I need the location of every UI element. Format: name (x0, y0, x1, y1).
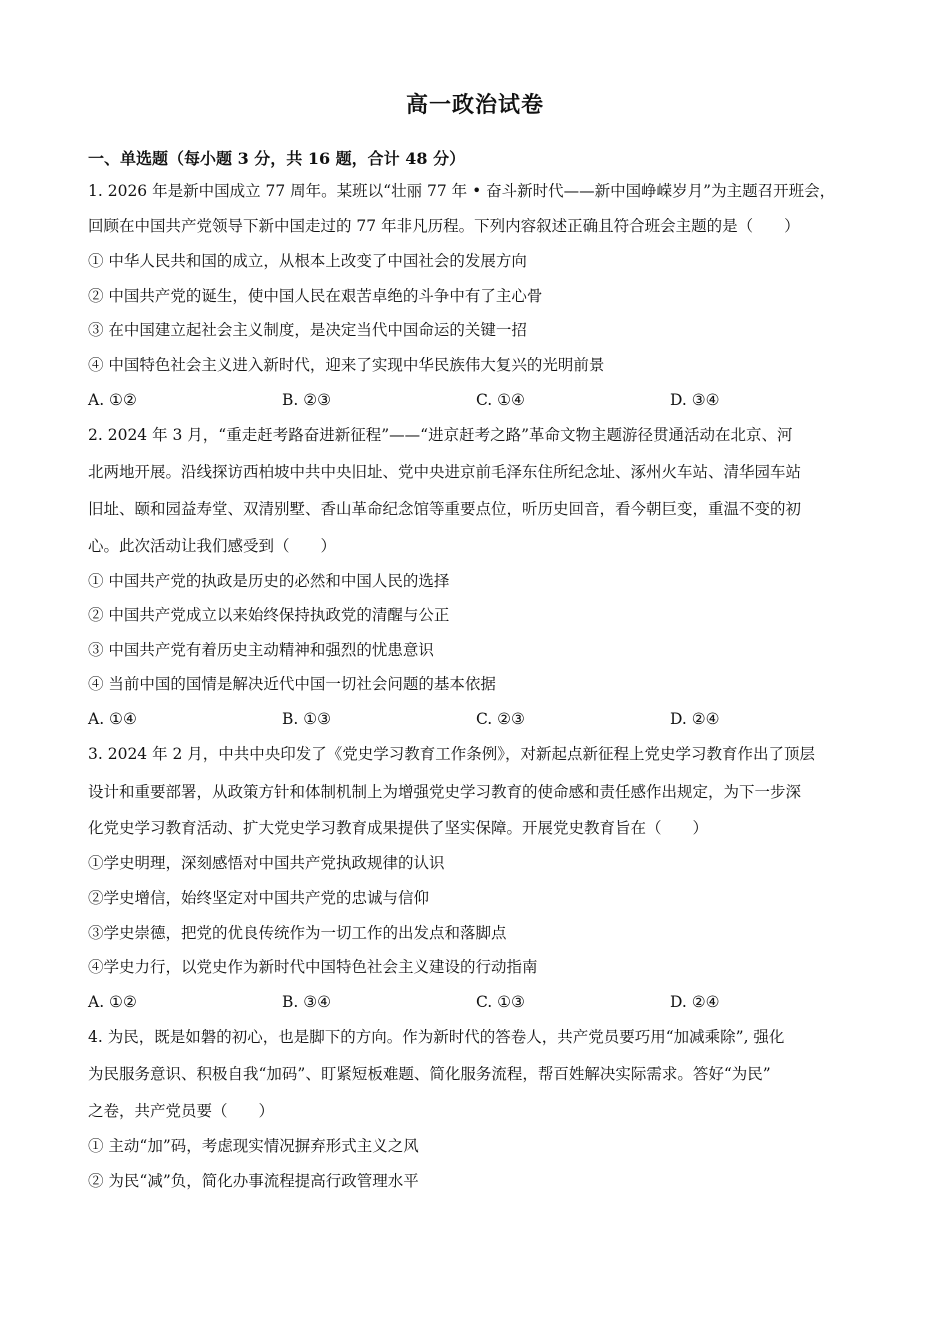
q3-option-d[interactable]: D. ②④ (670, 993, 720, 1011)
q3-item: ②学史增信，始终坚定对中国共产党的忠诚与信仰 (88, 889, 430, 907)
q2-option-b[interactable]: B. ①③ (282, 710, 332, 728)
q2-item: ④ 当前中国的国情是解决近代中国一切社会问题的基本依据 (88, 675, 496, 693)
q4-stem-line: 之卷，共产党员要（ ） (88, 1102, 275, 1120)
page-title: 高一政治试卷 (405, 92, 544, 118)
q4-item: ② 为民“减”负，简化办事流程提高行政管理水平 (88, 1172, 419, 1190)
q2-options (88, 709, 878, 729)
q2-item: ① 中国共产党的执政是历史的必然和中国人民的选择 (88, 572, 450, 590)
q1-option-b[interactable]: B. ②③ (282, 391, 332, 409)
q3-item: ①学史明理，深刻感悟对中国共产党执政规律的认识 (88, 854, 445, 872)
q2-stem-line: 旧址、颐和园益寿堂、双清别墅、香山革命纪念馆等重要点位，听历史回音，看今朝巨变，重温不变的初 (88, 500, 802, 518)
q2-item: ② 中国共产党成立以来始终保持执政党的清醒与公正 (88, 606, 450, 624)
q1-stem-line: 1. 2026 年是新中国成立 77 周年。某班以“壮丽 77 年 • 奋斗新时代——新中国峥嵘岁月”为主题召开班会， (88, 182, 836, 200)
q2-item: ③ 中国共产党有着历史主动精神和强烈的忧患意识 (88, 641, 434, 659)
q2-stem-line: 北两地开展。沿线探访西柏坡中共中央旧址、党中央进京前毛泽东住所纪念址、涿州火车站、清华园车站 (88, 463, 802, 481)
q4-item: ① 主动“加”码，考虑现实情况摒弃形式主义之风 (88, 1137, 419, 1155)
q1-option-c[interactable]: C. ①④ (476, 391, 525, 409)
q4-stem-line: 4. 为民，既是如磐的初心，也是脚下的方向。作为新时代的答卷人，共产党员要巧用“加减乘除”, 强化 (88, 1028, 785, 1046)
q1-item: ④ 中国特色社会主义进入新时代，迎来了实现中华民族伟大复兴的光明前景 (88, 356, 605, 374)
q4-stem-line: 为民服务意识、积极自我“加码”、盯紧短板难题、简化服务流程，帮百姓解决实际需求。答好“为民” (88, 1065, 771, 1083)
q3-stem-line: 3. 2024 年 2 月，中共中央印发了《党史学习教育工作条例》，对新起点新征程上党史学习教育作出了顶层 (88, 745, 816, 763)
q3-option-c[interactable]: C. ①③ (476, 993, 525, 1011)
q3-stem-line: 化党史学习教育活动、扩大党史学习教育成果提供了坚实保障。开展党史教育旨在（ ） (88, 819, 709, 837)
q3-item: ④学史力行，以党史作为新时代中国特色社会主义建设的行动指南 (88, 958, 538, 976)
q2-option-a[interactable]: A. ①④ (88, 710, 137, 728)
q2-stem-line: 心。此次活动让我们感受到（ ） (88, 537, 337, 555)
q1-options (88, 390, 878, 410)
q3-stem-line: 设计和重要部署，从政策方针和体制机制上为增强党史学习教育的使命感和责任感作出规定，为下一步深 (88, 783, 802, 801)
q3-options (88, 992, 878, 1012)
q2-stem-line: 2. 2024 年 3 月，“重走赶考路奋进新征程”——“进京赶考之路”革命文物主题游径贯通活动在北京、河 (88, 426, 793, 444)
q1-option-d[interactable]: D. ③④ (670, 391, 720, 409)
q3-item: ③学史崇德，把党的优良传统作为一切工作的出发点和落脚点 (88, 924, 507, 942)
q1-item: ② 中国共产党的诞生，使中国人民在艰苦卓绝的斗争中有了主心骨 (88, 287, 543, 305)
q2-option-c[interactable]: C. ②③ (476, 710, 525, 728)
q1-item: ① 中华人民共和国的成立，从根本上改变了中国社会的发展方向 (88, 252, 527, 270)
q2-option-d[interactable]: D. ②④ (670, 710, 720, 728)
q1-option-a[interactable]: A. ①② (88, 391, 137, 409)
section-heading: 一、单选题（每小题 3 分，共 16 题，合计 48 分） (88, 149, 466, 168)
q3-option-a[interactable]: A. ①② (88, 993, 137, 1011)
q1-item: ③ 在中国建立起社会主义制度，是决定当代中国命运的关键一招 (88, 321, 527, 339)
q1-stem-line: 回顾在中国共产党领导下新中国走过的 77 年非凡历程。下列内容叙述正确且符合班会主题的是（ ） (88, 217, 800, 235)
q3-option-b[interactable]: B. ③④ (282, 993, 332, 1011)
